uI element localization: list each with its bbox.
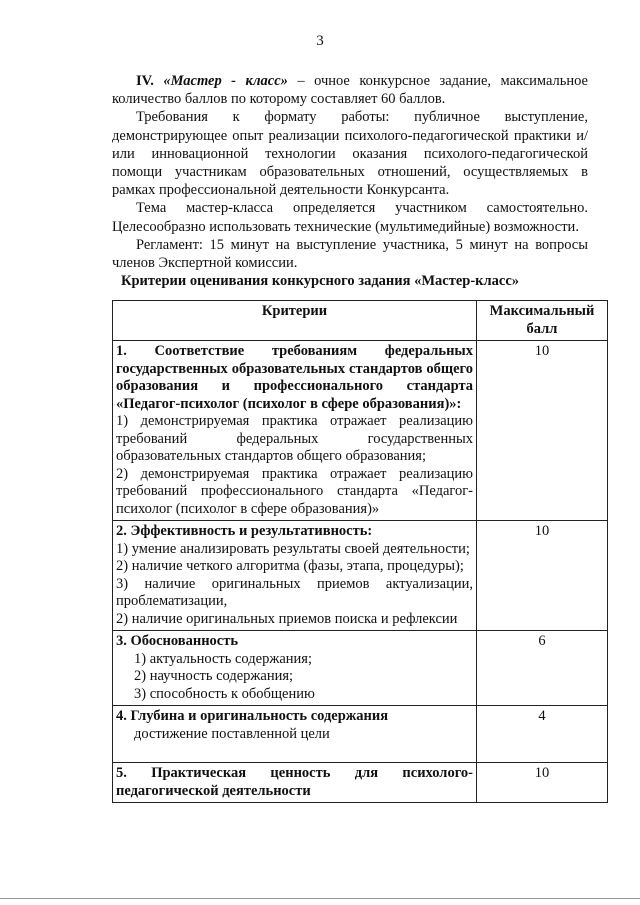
criterion-cell [113, 763, 477, 803]
criterion-line: 3) способность к обобщению [134, 685, 315, 702]
criterion-cell [113, 341, 477, 521]
criterion-heading: 4. Глубина и оригинальность содержания [116, 708, 389, 724]
criterion-line: 2) наличие четкого алгоритма (фазы, этапа, процедуры); [116, 558, 464, 574]
table-row [113, 763, 608, 803]
criterion-line: 1) умение анализировать результаты своей деятельности; [116, 540, 470, 557]
table-row [113, 521, 608, 631]
criterion-heading: 2. Эффективность и результативность: [116, 523, 373, 539]
score-cell: 4 [477, 706, 608, 763]
criterion-line: 1) демонстрируемая практика отражает реализацию требований федеральных государственных образовательных стандартов общего образования; [116, 413, 473, 464]
criterion-line: 2) демонстрируемая практика отражает реализацию требований профессионального стандарта «Педагог-психолог (психолог в сфере образования)» [116, 465, 473, 517]
page-bottom-divider [0, 898, 640, 899]
criterion-line: 1) актуальность содержания; [134, 650, 312, 667]
section-description: – очное конкурсное задание, максимальное количество баллов по которому составляет 60 баллов. [112, 73, 588, 108]
header-score: Максимальный балл [477, 301, 608, 341]
section-label: IV. [136, 73, 154, 89]
section-title: «Мастер - класс» [163, 73, 288, 89]
section-paragraph [112, 72, 588, 108]
criterion-line: 2) научность содержания; [134, 668, 294, 684]
criterion-heading: 1. Соответствие требованиям федеральных государственных образовательных стандартов общего образования и профессионального стандарта «Педагог-психолог (психолог в сфере образования)»: [116, 343, 473, 412]
regulation-paragraph: Регламент: 15 минут на выступление участника, 5 минут на вопросы членов Экспертной комиссии. [112, 236, 588, 272]
score-cell: 6 [477, 631, 608, 706]
criterion-cell [113, 706, 477, 763]
intro-text [112, 72, 588, 272]
criterion-cell [113, 521, 477, 631]
criteria-table [112, 300, 608, 803]
score-cell: 10 [477, 521, 608, 631]
table-header-row [113, 301, 608, 341]
score-cell: 10 [477, 341, 608, 521]
table-row [113, 631, 608, 706]
requirements-paragraph: Требования к формату работы: публичное выступление, демонстрирующее опыт реализации психолого-педагогической практики и/или инновационной технологии оказания психолого-педагогической помощи участникам образовательных отношений, осуществляемых в рамках профессиональной деятельности Конкурсанта. [112, 109, 588, 199]
criterion-heading: 3. Обоснованность [116, 633, 239, 649]
page-number: 3 [316, 33, 324, 49]
criteria-title: Критерии оценивания конкурсного задания «Мастер-класс» [120, 273, 520, 289]
theme-paragraph: Тема мастер-класса определяется участником самостоятельно. Целесообразно использовать технические (мультимедийные) возможности. [112, 200, 588, 235]
table-row [113, 706, 608, 763]
criterion-line: 3) наличие оригинальных приемов актуализации, проблематизации, [116, 575, 473, 609]
criterion-line: 2) наличие оригинальных приемов поиска и рефлексии [116, 610, 458, 627]
criterion-heading: 5. Практическая ценность для психолого-педагогической деятельности [116, 765, 473, 799]
criterion-line: достижение поставленной цели [134, 725, 330, 742]
table-row [113, 341, 608, 521]
criterion-cell [113, 631, 477, 706]
header-criteria: Критерии [113, 301, 477, 341]
score-cell: 10 [477, 763, 608, 803]
